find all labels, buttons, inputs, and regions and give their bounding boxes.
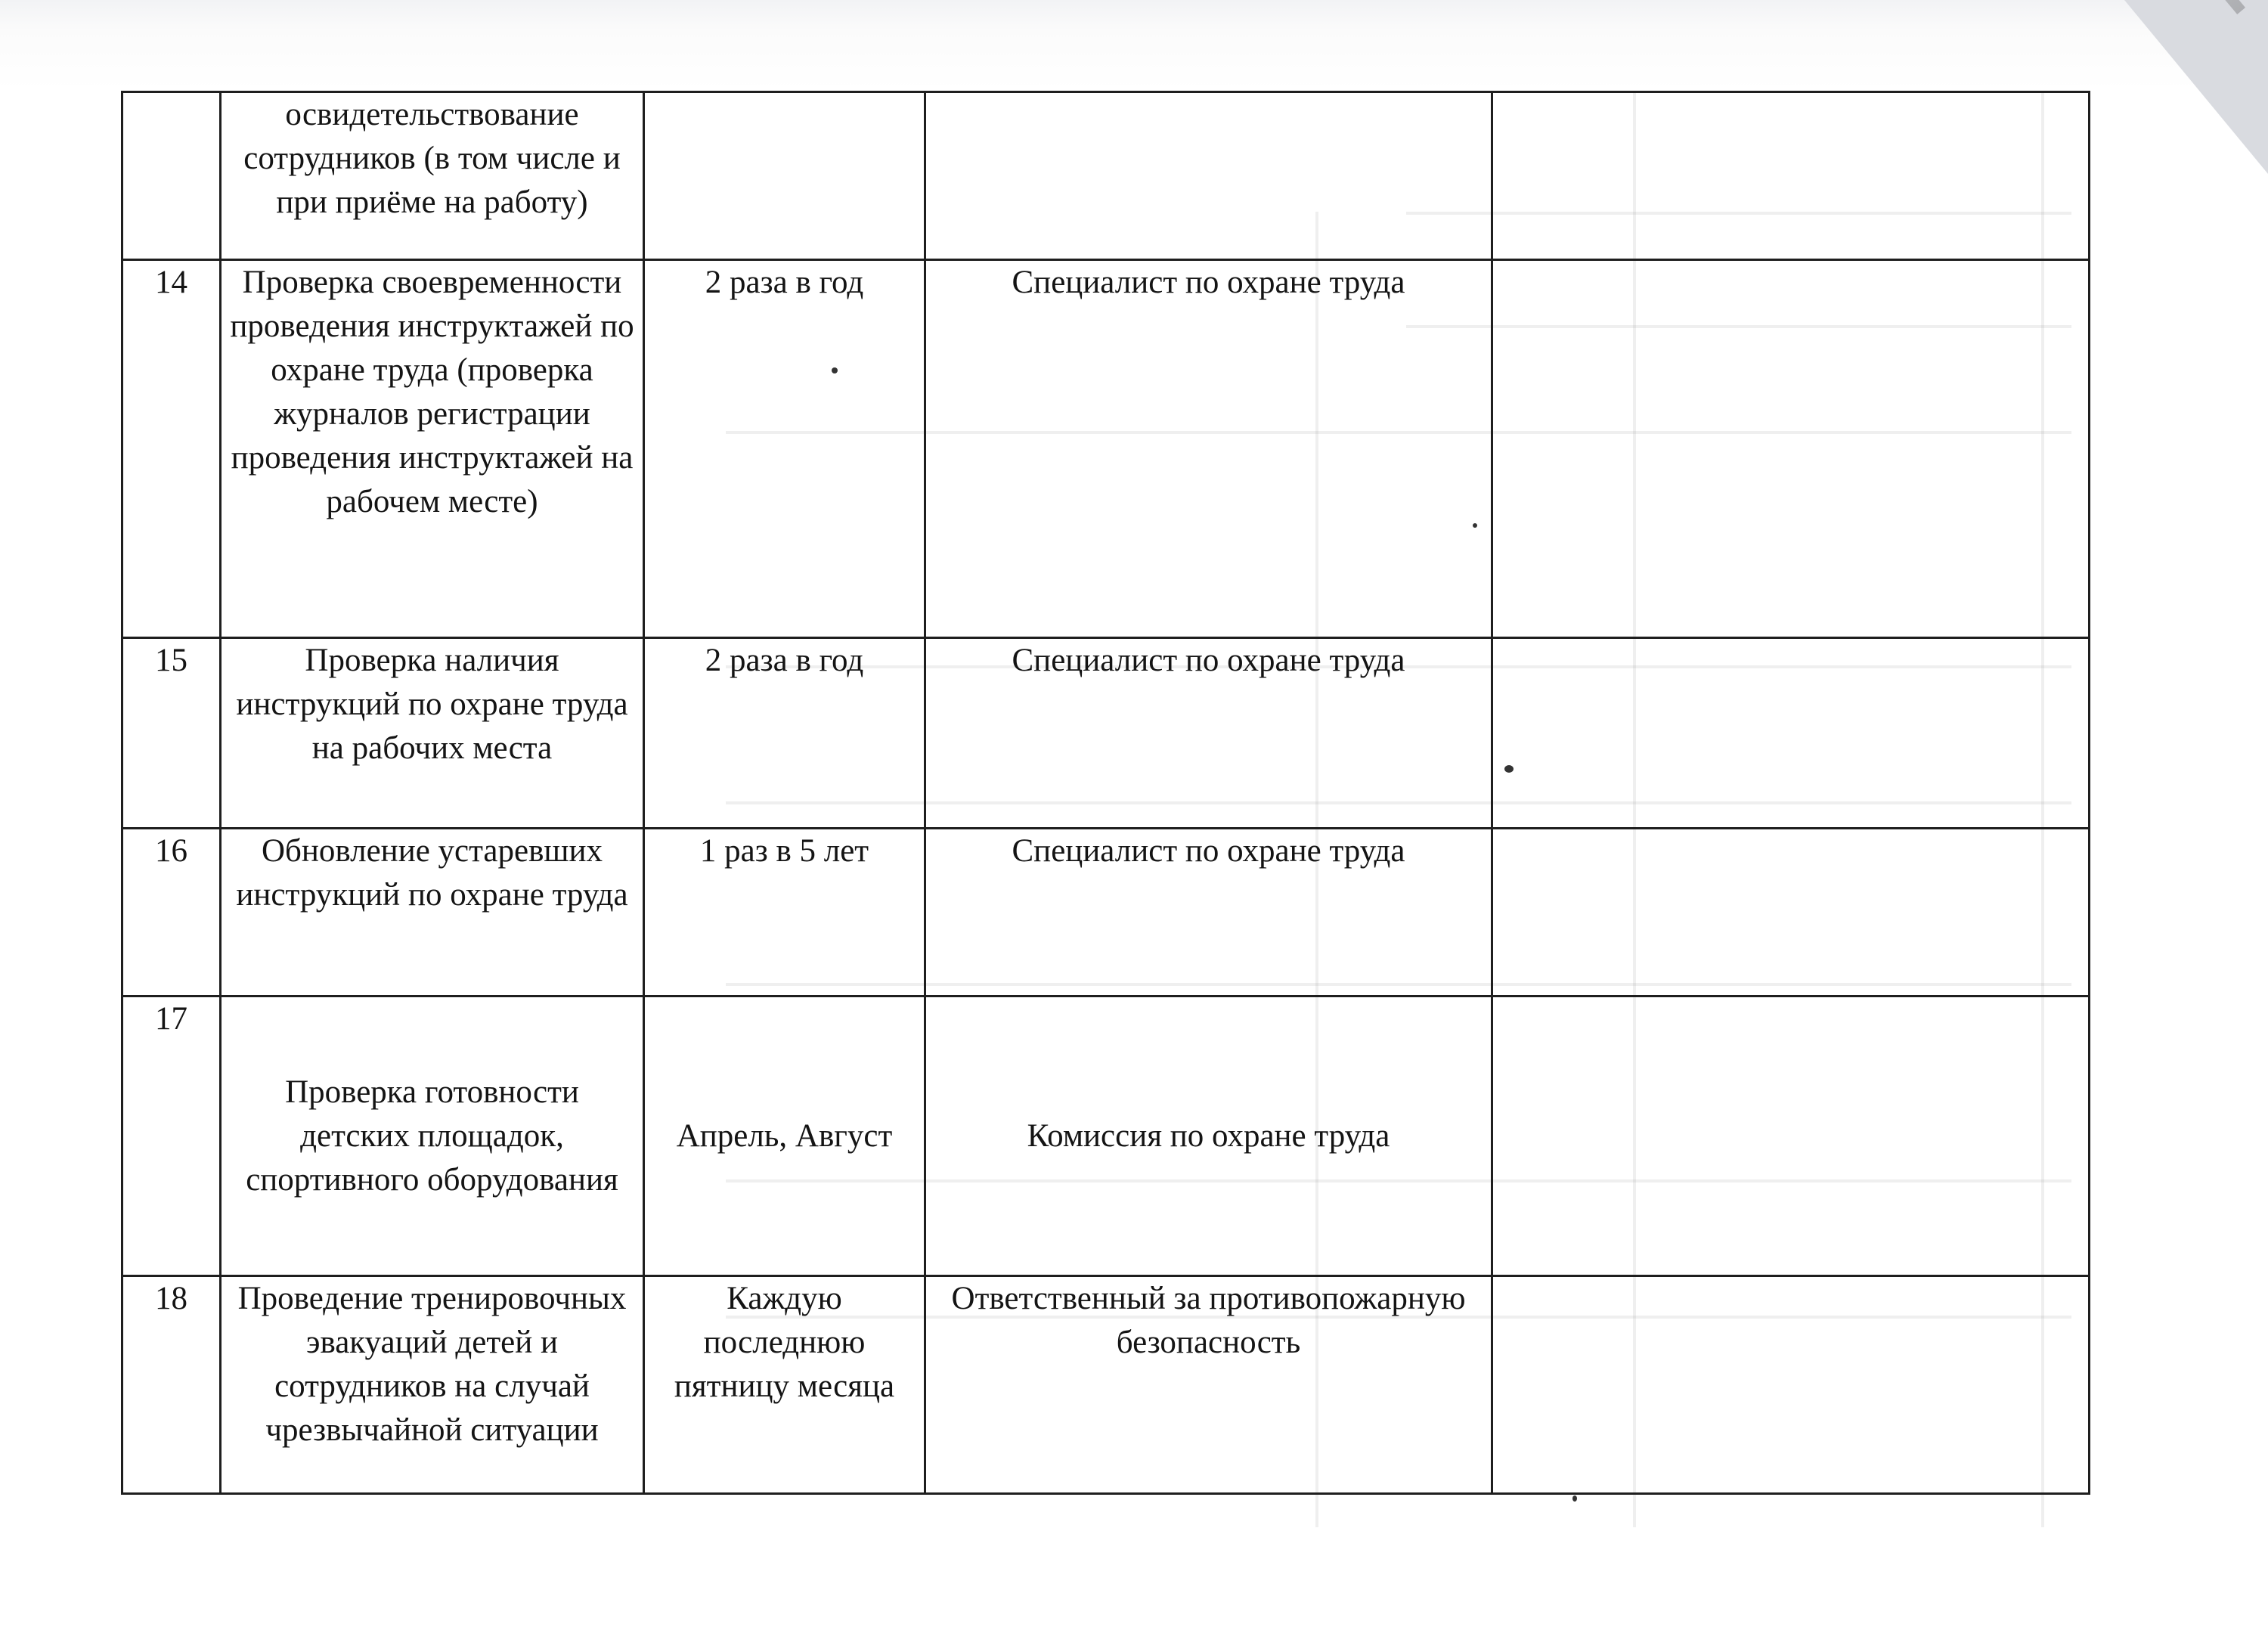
activity-cell	[221, 829, 644, 996]
responsible-cell: Комиссия по охране труда	[925, 996, 1492, 1276]
row-number: 14	[122, 260, 221, 638]
period-cell: Каждую последнюю пятницу месяца	[644, 1276, 925, 1494]
activity-text: Проверка своевременности проведения инструктажей по охране труда (проверка журналов регистрации проведения инструктажей на рабочем месте)	[230, 265, 634, 519]
row-number: 17	[122, 996, 221, 1276]
activity-cell	[221, 1276, 644, 1494]
scan-speck	[1572, 1495, 1577, 1502]
table-row	[122, 996, 2090, 1276]
scan-speck	[1473, 523, 1477, 528]
period-cell: 2 раза в год	[644, 260, 925, 638]
note-cell	[1492, 829, 2090, 996]
activity-cell	[221, 92, 644, 260]
period-cell: Апрель, Август	[644, 996, 925, 1276]
note-cell	[1492, 260, 2090, 638]
activity-text: Проведение тренировочных эвакуаций детей и сотрудников на случай чрезвычайной ситуации	[237, 1281, 627, 1448]
activity-text: Проверка готовности детских площадок, спортивного оборудования	[246, 1074, 618, 1198]
safety-plan-table	[121, 91, 2090, 1495]
period-cell	[644, 92, 925, 260]
note-cell	[1492, 92, 2090, 260]
scan-speck	[832, 367, 838, 373]
responsible-cell: Специалист по охране труда	[925, 638, 1492, 829]
activity-text: освидетельствование сотрудников (в том числе и при приёме на работу)	[243, 97, 621, 220]
scan-speck	[1504, 765, 1514, 773]
row-number	[122, 92, 221, 260]
note-cell	[1492, 638, 2090, 829]
responsible-cell: Ответственный за противопожарную безопасность	[925, 1276, 1492, 1494]
note-cell	[1492, 1276, 2090, 1494]
activity-text: Проверка наличия инструкций по охране труда на рабочих места	[236, 643, 628, 766]
row-number: 15	[122, 638, 221, 829]
period-cell: 1 раз в 5 лет	[644, 829, 925, 996]
responsible-cell: Специалист по охране труда	[925, 829, 1492, 996]
table-row	[122, 638, 2090, 829]
responsible-cell	[925, 92, 1492, 260]
table-row	[122, 260, 2090, 638]
period-cell: 2 раза в год	[644, 638, 925, 829]
note-cell	[1492, 996, 2090, 1276]
activity-cell	[221, 996, 644, 1276]
activity-cell	[221, 638, 644, 829]
row-number: 18	[122, 1276, 221, 1494]
responsible-cell: Специалист по охране труда	[925, 260, 1492, 638]
row-number: 16	[122, 829, 221, 996]
table-row	[122, 92, 2090, 260]
activity-cell	[221, 260, 644, 638]
table-row	[122, 1276, 2090, 1494]
table-row	[122, 829, 2090, 996]
activity-text: Обновление устаревших инструкций по охране труда	[236, 833, 628, 913]
folded-corner	[2124, 0, 2268, 174]
